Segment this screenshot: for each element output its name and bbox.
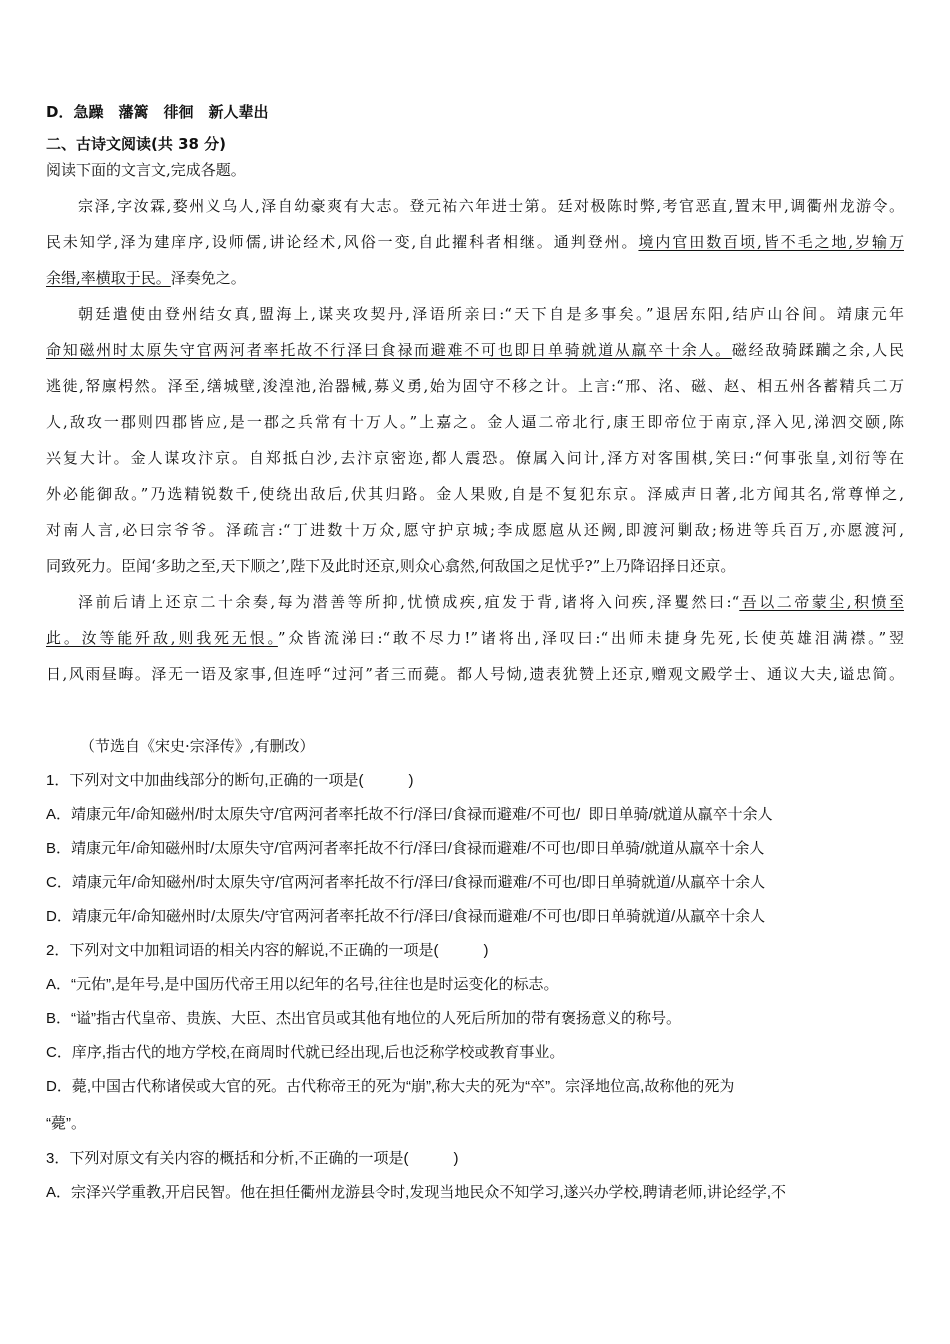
passage-line: 外必能御敌。”乃选精锐数千,使绕出敌后,伏其归路。金人果败,自是不复犯东京。泽威声日著,北方闻其名,常尊惮之,: [46, 485, 904, 503]
passage-line: 朝廷遣使由登州结女真,盟海上,谋夹攻契丹,泽语所亲曰:“天下自是多事矣。”退居东阳,结庐山谷间。靖康元年: [78, 305, 904, 323]
passage-line: 对南人言,必曰宗爷爷。泽疏言:“丁进数十万众,愿守护京城;李成愿扈从还阙,即渡河剿敌;杨进等兵百万,亦愿渡河,: [46, 521, 904, 539]
question-1-option-b: B．靖康元年/命知磁州时/太原失守/官两河者率托故不行/泽曰/食禄而避难/不可也/即日单骑/就道从羸卒十余人: [46, 840, 765, 857]
passage-line: 同致死力。臣闻‘多助之至,天下顺之’,陛下及此时还京,则众心翕然,何敌国之足忧乎?”上乃降诏择日还京。: [46, 557, 736, 575]
passage-line: 逃徙,帑廪枵然。泽至,缮城壁,浚湟池,治器械,募义勇,始为固守不移之计。上言:“邢、洺、磁、赵、相五州各蓄精兵二万: [46, 377, 904, 395]
wavy-underlined-text: 命知磁州时太原失守官两河者率托故不行泽曰食禄而避难不可也即日单骑就道从羸卒十余人。: [46, 341, 732, 359]
question-2: 2．下列对文中加粗词语的相关内容的解说,不正确的一项是( ): [46, 942, 489, 959]
question-2-option-c: C．庠序,指古代的地方学校,在商周时代就已经出现,后也泛称学校或教育事业。: [46, 1044, 565, 1061]
question-3: 3．下列对原文有关内容的概括和分析,不正确的一项是( ): [46, 1150, 459, 1167]
underlined-text: 余缗,率横取于民。: [46, 269, 171, 287]
question-1-option-a: A．靖康元年/命知磁州/时太原失守/官两河者率托故不行/泽曰/食禄而避难/不可也/ 即日单骑/就道从羸卒十余人: [46, 806, 773, 823]
passage-line: 人,敌攻一郡则四郡皆应,是一郡之兵常有十万人。”上嘉之。金人逼二帝北行,康王即帝位于南京,泽入见,涕泗交颐,陈: [46, 413, 904, 431]
question-3-option-a: A．宗泽兴学重教,开启民智。他在担任衢州龙游县令时,发现当地民众不知学习,遂兴办学校,聘请老师,讲论经学,不: [46, 1184, 787, 1201]
passage-line: [46, 628, 904, 648]
question-1-option-c: C．靖康元年/命知磁州/时太原失守/官两河者率托故不行/泽曰/食禄而避难/不可也/即日单骑就道/从羸卒十余人: [46, 874, 766, 891]
question-1: 1．下列对文中加曲线部分的断句,正确的一项是( ): [46, 772, 414, 789]
source-citation: （节选自《宋史·宗泽传》,有删改）: [80, 737, 315, 755]
underlined-text: 此。汝等能歼敌,则我死无恨。: [46, 629, 278, 647]
question-1-option-d: D．靖康元年/命知磁州时/太原失/守官两河者率托故不行/泽曰/食禄而避难/不可也/即日单骑就道/从羸卒十余人: [46, 908, 766, 925]
passage-text: 磁经敌骑蹂躏之余,人民: [731, 341, 904, 359]
passage-line: [46, 268, 246, 288]
passage-text: ”众皆流涕曰:“敢不尽力!”诸将出,泽叹曰:“出师未捷身先死,长使英雄泪满襟。”翌: [277, 629, 904, 647]
question-2-option-a: A．“元佑”,是年号,是中国历代帝王用以纪年的名号,往往也是时运变化的标志。: [46, 976, 559, 993]
passage-line: 宗泽,字汝霖,婺州义乌人,泽自幼豪爽有大志。登元祐六年进士第。廷对极陈时弊,考官恶直,置末甲,调衢州龙游令。: [78, 197, 904, 215]
passage-line: [46, 592, 904, 612]
passage-text: 泽奏免之。: [170, 269, 246, 287]
underlined-text: 境内官田数百顷,皆不毛之地,岁输万: [638, 233, 904, 251]
passage-line: 兴复大计。金人谋攻汴京。自郑抵白沙,去汴京密迩,都人震恐。僚属入问计,泽方对客围棋,笑曰:“何事张皇,刘衍等在: [46, 449, 904, 467]
section-title: 二、古诗文阅读(共 38 分): [46, 135, 227, 153]
passage-line: [46, 340, 904, 360]
underlined-text: 吾以二帝蒙尘,积愤至: [739, 593, 904, 611]
passage-text: 民未知学,泽为建庠序,设师儒,讲论经术,风俗一变,自此擢科者相继。通判登州。: [46, 233, 639, 251]
instruction: 阅读下面的文言文,完成各题。: [46, 161, 246, 179]
passage-text: 泽前后请上还京二十余奏,每为潜善等所抑,忧愤成疾,疽发于背,诸将入问疾,泽矍然曰:“: [78, 593, 740, 611]
previous-option-d: D．急躁 藩篱 徘徊 新人辈出: [46, 103, 269, 121]
question-2-option-b: B．“谥”指古代皇帝、贵族、大臣、杰出官员或其他有地位的人死后所加的带有褒扬意义的称号。: [46, 1010, 681, 1027]
question-2-option-d: D．薨,中国古代称诸侯或大官的死。古代称帝王的死为“崩”,称大夫的死为“卒”。宗泽地位高,故称他的死为: [46, 1078, 735, 1095]
passage-line: [46, 232, 904, 252]
question-2-option-d-cont: “薨”。: [46, 1115, 86, 1132]
passage-line: 日,风雨昼晦。泽无一语及家事,但连呼“过河”者三而薨。都人号恸,遗表犹赞上还京,赠观文殿学士、通议大夫,谥忠简。: [46, 665, 904, 683]
